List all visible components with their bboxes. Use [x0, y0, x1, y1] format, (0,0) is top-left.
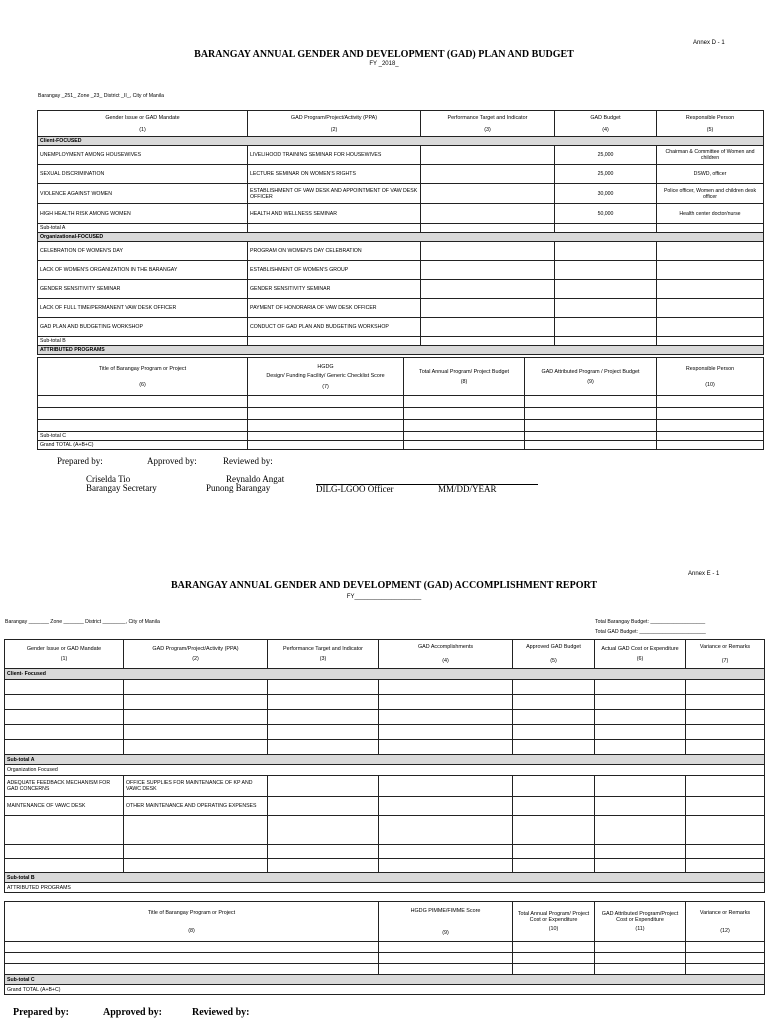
- col-header-person: Responsible Person (5): [657, 111, 764, 137]
- reviewed-by-label: Reviewed by:: [192, 1007, 250, 1018]
- attributed-programs-table: [37, 357, 764, 450]
- col-header-variance: Variance or Remarks (12): [686, 902, 765, 942]
- col-header-accomplishments: GAD Accomplishments (4): [379, 640, 513, 669]
- annex-label: Annex E - 1: [688, 571, 720, 577]
- report-title: BARANGAY ANNUAL GENDER AND DEVELOPMENT (GAD) ACCOMPLISHMENT REPORT: [170, 580, 598, 591]
- table-row: LACK OF WOMEN'S ORGANIZATION IN THE BARANGAY ESTABLISHMENT OF WOMEN'S GROUP: [38, 261, 764, 280]
- col-header-total-cost: Total Annual Program/ Project Cost or Expenditure (10): [513, 902, 595, 942]
- table-row: MAINTENANCE OF VAWC DESK OTHER MAINTENANCE AND OPERATING EXPENSES: [5, 797, 765, 816]
- table-row: GENDER SENSITIVITY SEMINAR GENDER SENSITIVITY SEMINAR: [38, 280, 764, 299]
- report-fiscal-year: FY____________________: [346, 594, 422, 600]
- table-row: [5, 964, 765, 975]
- plan-location: Barangay _251_ Zone _23_ District _II_, City of Manila: [38, 93, 165, 99]
- table-row: [5, 725, 765, 740]
- section-label: ATTRIBUTED PROGRAMS: [5, 883, 765, 893]
- table-row: [5, 845, 765, 859]
- col-header-actual-cost: Actual GAD Cost or Expenditure (6): [595, 640, 686, 669]
- col-header-person: Responsible Person (10): [657, 358, 764, 396]
- table-row: [5, 680, 765, 695]
- table-row: SEXUAL DISCRIMINATION LECTURE SEMINAR ON WOMEN'S RIGHTS 25,000 DSWD, officer: [38, 165, 764, 184]
- preparer-name: Criselda Tio: [86, 474, 131, 484]
- approved-by-label: Approved by:: [147, 456, 197, 466]
- subtotal-row: Sub-total C: [5, 975, 765, 985]
- approver-name: Reynaldo Angat: [226, 474, 285, 484]
- table-row: [5, 740, 765, 755]
- subtotal-row: Sub-total A: [5, 755, 765, 765]
- total-gad-budget: Total GAD Budget: _______________________: [595, 629, 706, 635]
- subtotal-row: Sub-total C: [38, 432, 764, 441]
- subtotal-row: Sub-total B: [38, 337, 764, 346]
- col-header-ppa: GAD Program/Project/Activity (PPA) (2): [124, 640, 268, 669]
- table-row: [38, 420, 764, 432]
- col-header-target: Performance Target and Indicator (3): [268, 640, 379, 669]
- col-header-budget: GAD Budget (4): [555, 111, 657, 137]
- col-header-hgdg-score: HGDG PIMME/FIMME Score (9): [379, 902, 513, 942]
- subtotal-row: Sub-total A: [38, 224, 764, 233]
- grand-total-row: Grand TOTAL (A+B+C): [38, 441, 764, 450]
- table-row: [5, 695, 765, 710]
- table-row: LACK OF FULL TIME/PERMANENT VAW DESK OFFICER PAYMENT OF HONORARIA OF VAW DESK OFFICER: [38, 299, 764, 318]
- report-location: Barangay _______ Zone _______ District ________, City of Manila: [5, 619, 160, 625]
- approved-by-label: Approved by:: [103, 1007, 162, 1018]
- col-header-issue: Gender Issue or GAD Mandate (1): [38, 111, 248, 137]
- section-label: Organizational-FOCUSED: [38, 233, 764, 242]
- col-header-title: Title of Barangay Program or Project (8): [5, 902, 379, 942]
- preparer-title: Barangay Secretary: [86, 483, 157, 493]
- col-header-attributed-budget: GAD Attributed Program / Project Budget (9): [525, 358, 657, 396]
- table-row: [38, 408, 764, 420]
- report-attributed-programs-table: [4, 901, 765, 995]
- section-label: ATTRIBUTED PROGRAMS: [38, 346, 764, 355]
- col-header-target: Performance Target and Indicator (3): [421, 111, 555, 137]
- prepared-by-label: Prepared by:: [57, 456, 103, 466]
- table-row: CELEBRATION OF WOMEN'S DAY PROGRAM ON WOMEN'S DAY CELEBRATION: [38, 242, 764, 261]
- table-row: [5, 816, 765, 845]
- section-label: Organization Focused: [5, 765, 765, 776]
- gad-accomplishment-table: [4, 639, 765, 893]
- col-header-approved-budget: Approved GAD Budget (5): [513, 640, 595, 669]
- gad-plan-table: [37, 110, 764, 355]
- table-row: [5, 859, 765, 873]
- col-header-hgdg: HGDG Design/ Funding Facility/ Generic Checklist Score (7): [248, 358, 404, 396]
- col-header-variance: Variance or Remarks (7): [686, 640, 765, 669]
- table-row: [5, 710, 765, 725]
- plan-fiscal-year: FY _2018_: [369, 61, 399, 67]
- grand-total-row: Grand TOTAL (A+B+C): [5, 985, 765, 995]
- table-row: HIGH HEALTH RISK AMONG WOMEN HEALTH AND WELLNESS SEMINAR 50,000 Health center doctor/nurse: [38, 204, 764, 224]
- section-label: Client-FOCUSED: [38, 137, 764, 146]
- date-label: MM/DD/YEAR: [438, 484, 497, 494]
- col-header-total-budget: Total Annual Program/ Project Budget (8): [404, 358, 525, 396]
- table-row: ADEQUATE FEEDBACK MECHANISM FOR GAD CONCERNS OFFICE SUPPLIES FOR MAINTENANCE OF KP AND VAWC DESK: [5, 776, 765, 797]
- col-header-title: Title of Barangay Program or Project (6): [38, 358, 248, 396]
- annex-label: Annex D - 1: [693, 40, 725, 46]
- section-label: Client- Focused: [5, 669, 765, 680]
- col-header-ppa: GAD Program/Project/Activity (PPA) (2): [248, 111, 421, 137]
- reviewer-title: DILG-LGOO Officer: [316, 484, 394, 494]
- table-row: [38, 396, 764, 408]
- approver-title: Punong Barangay: [206, 483, 271, 493]
- table-row: VIOLENCE AGAINST WOMEN ESTABLISHMENT OF VAW DESK AND APPOINTMENT OF VAW DESK OFFICER 30,000 Police officer, Women and children desk officer: [38, 184, 764, 204]
- plan-title: BARANGAY ANNUAL GENDER AND DEVELOPMENT (GAD) PLAN AND BUDGET: [194, 49, 574, 60]
- table-row: UNEMPLOYMENT AMONG HOUSEWIVES LIVELIHOOD TRAINING SEMINAR FOR HOUSEWIVES 25,000 Chairman & Committee of Women and children: [38, 146, 764, 165]
- subtotal-row: Sub-total B: [5, 873, 765, 883]
- table-row: [5, 953, 765, 964]
- col-header-issue: Gender Issue or GAD Mandate (1): [5, 640, 124, 669]
- col-header-attributed-cost: GAD Attributed Program/Project Cost or Expenditure (11): [595, 902, 686, 942]
- prepared-by-label: Prepared by:: [13, 1007, 70, 1018]
- total-barangay-budget: Total Barangay Budget: ___________________: [595, 619, 706, 625]
- reviewed-by-label: Reviewed by:: [223, 456, 273, 466]
- table-row: GAD PLAN AND BUDGETING WORKSHOP CONDUCT OF GAD PLAN AND BUDGETING WORKSHOP: [38, 318, 764, 337]
- table-row: [5, 942, 765, 953]
